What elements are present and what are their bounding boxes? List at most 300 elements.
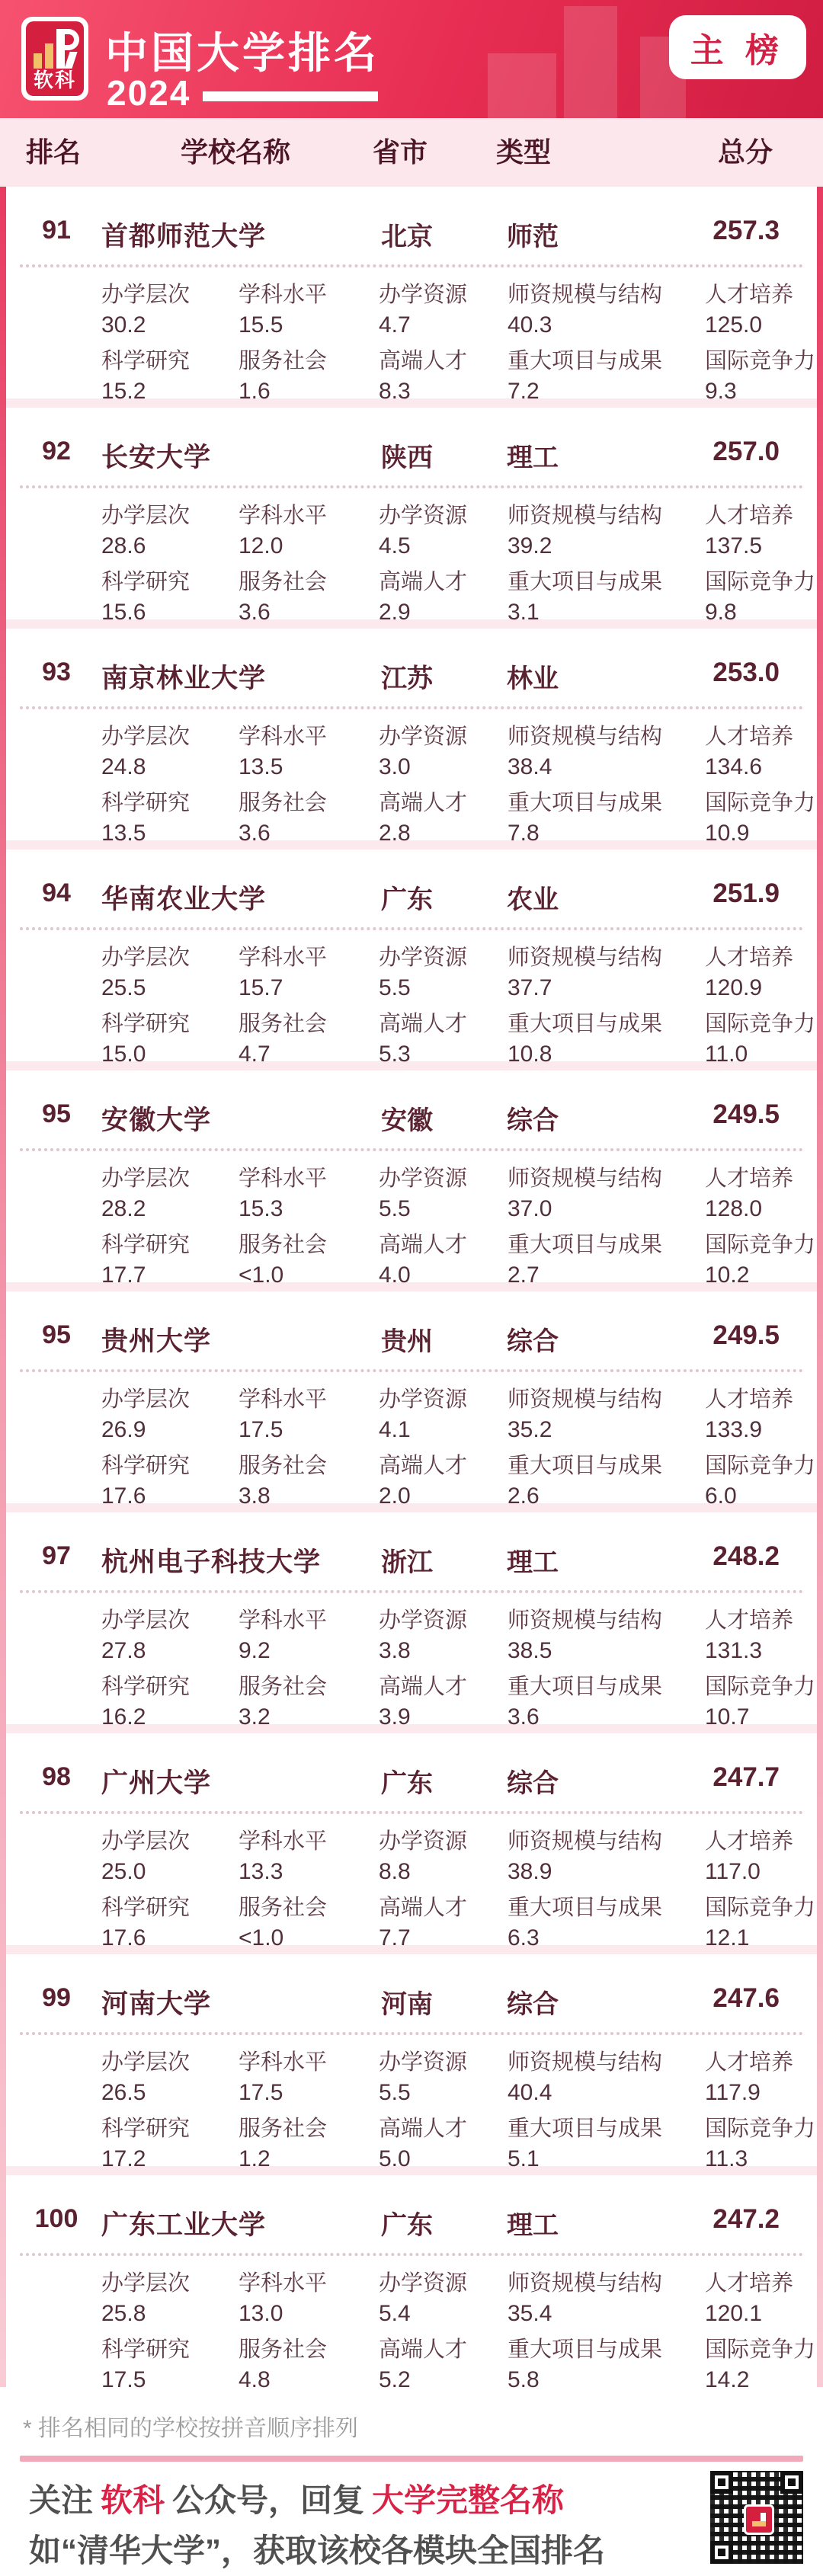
metric-value: 5.5 [379, 2080, 411, 2105]
dotted-divider [20, 485, 803, 488]
metric-cell [379, 723, 508, 780]
banner-line1 [29, 2475, 572, 2521]
metric-label: 科学研究 [101, 1233, 191, 1257]
school-name: 广州大学 [101, 1768, 212, 1798]
metric-cell [239, 2115, 379, 2172]
metric-value: 15.7 [239, 975, 283, 1000]
dotted-divider [20, 264, 803, 267]
metric-cell [379, 1010, 508, 1067]
metric-label: 人才培养 [705, 504, 794, 528]
metric-label: 办学资源 [379, 283, 468, 307]
metric-value: 26.5 [101, 2080, 146, 2105]
metric-label: 学科水平 [239, 2271, 328, 2296]
metric-label: 服务社会 [239, 1233, 328, 1257]
metric-value: 120.1 [705, 2301, 763, 2326]
metric-cell [508, 2049, 705, 2106]
metric-value: 6.0 [705, 1483, 737, 1509]
metric-label: 学科水平 [239, 2050, 328, 2075]
metric-value: 15.0 [101, 1042, 146, 1067]
metric-value: 2.6 [508, 1483, 540, 1509]
metric-label: 重大项目与成果 [508, 2117, 663, 2141]
metric-cell [239, 2049, 379, 2106]
metric-value: 11.3 [705, 2146, 748, 2171]
metric-cell [705, 723, 815, 780]
metric-label: 师资规模与结构 [508, 1387, 663, 1412]
metric-cell [101, 2270, 239, 2327]
metric-cell [239, 502, 379, 559]
metric-cell [379, 1231, 508, 1288]
province-value: 广东 [381, 885, 433, 914]
metric-cell [379, 944, 508, 1001]
metric-label: 办学层次 [101, 1387, 191, 1412]
metric-label: 科学研究 [101, 1454, 191, 1478]
metric-value: 9.3 [705, 379, 737, 404]
metric-cell [508, 1607, 705, 1664]
metric-value: 5.5 [379, 1196, 411, 1221]
table-row [6, 1070, 817, 1288]
metric-cell [379, 2049, 508, 2106]
metric-label: 学科水平 [239, 1608, 328, 1633]
metric-cell [101, 1607, 239, 1664]
school-name: 贵州大学 [101, 1326, 212, 1356]
qr-finder-icon [780, 2471, 803, 2494]
rank-value: 93 [42, 658, 71, 686]
metric-label: 高端人才 [379, 791, 468, 815]
metric-cell [705, 1607, 815, 1664]
metric-label: 高端人才 [379, 1675, 468, 1699]
type-value: 师范 [507, 222, 559, 251]
metric-label: 服务社会 [239, 791, 328, 815]
metric-label: 科学研究 [101, 1675, 191, 1699]
metric-value: 3.9 [379, 1704, 411, 1730]
metric-label: 师资规模与结构 [508, 504, 663, 528]
metric-value: 15.3 [239, 1196, 283, 1221]
metric-label: 服务社会 [239, 570, 328, 594]
metric-cell [379, 347, 508, 405]
metric-label: 学科水平 [239, 504, 328, 528]
metric-label: 办学层次 [101, 1829, 191, 1854]
metric-cell [101, 1828, 239, 1885]
metric-cell [239, 1452, 379, 1509]
rank-value: 95 [42, 1099, 71, 1128]
metric-label: 科学研究 [101, 349, 191, 373]
metric-value: 4.7 [239, 1042, 271, 1067]
metric-label: 人才培养 [705, 1608, 794, 1633]
metric-cell [101, 1010, 239, 1067]
metric-cell [101, 502, 239, 559]
metric-label: 办学资源 [379, 1829, 468, 1854]
footnote-row [0, 2396, 823, 2456]
metric-label: 国际竞争力 [705, 1675, 816, 1699]
metric-label: 重大项目与成果 [508, 1675, 663, 1699]
metric-cell [379, 1452, 508, 1509]
metric-value: 12.1 [705, 1925, 750, 1950]
metric-value: 4.5 [379, 533, 411, 558]
metric-label: 办学资源 [379, 504, 468, 528]
banner-line2: 如“清华大学”，获取该校各模块全国排名 [29, 2533, 606, 2568]
metric-label: 高端人才 [379, 2117, 468, 2141]
metric-label: 师资规模与结构 [508, 283, 663, 307]
rank-value: 97 [42, 1541, 71, 1570]
metric-value: 4.7 [379, 312, 411, 338]
school-name: 华南农业大学 [101, 885, 267, 914]
metric-cell [508, 1165, 705, 1222]
metric-cell [101, 2115, 239, 2172]
metric-cell [101, 568, 239, 626]
metric-value: 11.0 [705, 1042, 748, 1067]
province-value: 广东 [381, 1769, 433, 1798]
metric-value: 25.0 [101, 1859, 146, 1884]
metric-value: 3.6 [239, 821, 271, 846]
qr-finder-icon [710, 2471, 733, 2494]
metric-label: 高端人才 [379, 349, 468, 373]
metric-grid [101, 1386, 816, 1509]
metric-label: 服务社会 [239, 1675, 328, 1699]
metric-grid [101, 944, 816, 1067]
metric-value: 25.8 [101, 2301, 146, 2326]
metric-label: 国际竞争力 [705, 349, 816, 373]
province-value: 安徽 [381, 1106, 433, 1135]
metric-label: 服务社会 [239, 1896, 328, 1920]
qr-code [710, 2471, 803, 2564]
metric-label: 高端人才 [379, 1012, 468, 1036]
metric-cell [239, 1673, 379, 1730]
metric-label: 服务社会 [239, 2117, 328, 2141]
type-value: 农业 [507, 885, 559, 914]
metric-label: 办学层次 [101, 2271, 191, 2296]
metric-cell [379, 1673, 508, 1730]
total-score: 253.0 [713, 658, 780, 687]
metric-value: 38.4 [508, 754, 552, 779]
metric-cell [705, 1673, 815, 1730]
metric-cell [508, 1894, 705, 1951]
metric-value: 1.6 [239, 379, 271, 404]
metric-value: 37.7 [508, 975, 552, 1000]
metric-cell [705, 568, 815, 626]
metric-value: 30.2 [101, 312, 146, 338]
metric-label: 师资规模与结构 [508, 2271, 663, 2296]
metric-cell [239, 1231, 379, 1288]
metric-label: 学科水平 [239, 1387, 328, 1412]
metric-label: 人才培养 [705, 1387, 794, 1412]
metric-value: 25.5 [101, 975, 146, 1000]
metric-value: 38.5 [508, 1638, 552, 1663]
metric-cell [239, 1165, 379, 1222]
metric-cell [705, 1828, 815, 1885]
metric-cell [239, 1894, 379, 1951]
metric-label: 办学层次 [101, 1608, 191, 1633]
metric-label: 师资规模与结构 [508, 946, 663, 970]
school-name: 河南大学 [101, 1989, 212, 2019]
metric-label: 重大项目与成果 [508, 349, 663, 373]
metric-label: 国际竞争力 [705, 1896, 816, 1920]
metric-value: 120.9 [705, 975, 763, 1000]
metric-cell [508, 2336, 705, 2393]
ranking-list [0, 187, 823, 2392]
table-header [0, 118, 823, 187]
school-name: 安徽大学 [101, 1106, 212, 1135]
metric-label: 服务社会 [239, 2338, 328, 2362]
metric-cell [508, 1231, 705, 1288]
metric-label: 国际竞争力 [705, 2117, 816, 2141]
metric-label: 国际竞争力 [705, 1454, 816, 1478]
metric-label: 国际竞争力 [705, 791, 816, 815]
province-value: 广东 [381, 2211, 433, 2240]
metric-grid [101, 1165, 816, 1288]
metric-value: 35.2 [508, 1417, 552, 1442]
metric-label: 重大项目与成果 [508, 791, 663, 815]
metric-value: 17.2 [101, 2146, 146, 2171]
metric-cell [705, 1010, 815, 1067]
metric-label: 办学资源 [379, 2271, 468, 2296]
total-score: 257.3 [713, 216, 780, 245]
metric-value: 28.2 [101, 1196, 146, 1221]
metric-label: 办学资源 [379, 946, 468, 970]
metric-cell [508, 502, 705, 559]
dotted-divider [20, 1590, 803, 1593]
metric-grid [101, 502, 816, 626]
metric-cell [508, 281, 705, 338]
metric-value: 28.6 [101, 533, 146, 558]
metric-cell [101, 347, 239, 405]
metric-label: 人才培养 [705, 946, 794, 970]
metric-label: 高端人才 [379, 1896, 468, 1920]
metric-cell [508, 1010, 705, 1067]
year-label: 2024 [107, 73, 191, 113]
metric-value: 117.0 [705, 1859, 761, 1884]
banner-part1: 关注 [29, 2482, 94, 2518]
page-title: 中国大学排名 [105, 29, 379, 77]
metric-label: 办学层次 [101, 1166, 191, 1191]
type-value: 综合 [507, 1769, 559, 1798]
metric-label: 学科水平 [239, 1829, 328, 1854]
metric-value: 15.2 [101, 379, 146, 404]
metric-cell [508, 1828, 705, 1885]
metric-value: 17.5 [101, 2367, 146, 2392]
metric-value: 3.8 [239, 1483, 271, 1509]
metric-value: 17.5 [239, 2080, 283, 2105]
school-name: 首都师范大学 [101, 222, 267, 251]
metric-value: 5.8 [508, 2367, 540, 2392]
metric-value: 2.9 [379, 600, 411, 625]
metric-value: 13.3 [239, 1859, 283, 1884]
metric-label: 高端人才 [379, 2338, 468, 2362]
metric-value: 17.6 [101, 1483, 146, 1509]
rank-value: 91 [42, 216, 71, 245]
table-row [6, 2175, 817, 2392]
metric-value: 13.0 [239, 2301, 283, 2326]
metric-cell [705, 502, 815, 559]
metric-cell [379, 1607, 508, 1664]
metric-value: 17.6 [101, 1925, 146, 1950]
province-value: 北京 [381, 222, 433, 251]
metric-label: 人才培养 [705, 283, 794, 307]
metric-label: 重大项目与成果 [508, 1454, 663, 1478]
total-score: 251.9 [713, 878, 780, 908]
metric-cell [705, 2270, 815, 2327]
dotted-divider [20, 1811, 803, 1814]
metric-cell [101, 1386, 239, 1443]
metric-value: 8.8 [379, 1859, 411, 1884]
metric-label: 人才培养 [705, 1166, 794, 1191]
metric-value: 3.0 [379, 754, 411, 779]
metric-value: 4.0 [379, 1262, 411, 1288]
metric-value: 12.0 [239, 533, 283, 558]
metric-grid [101, 281, 816, 405]
metric-value: 3.1 [508, 600, 540, 625]
column-header-province: 省市 [373, 136, 428, 168]
metric-cell [101, 789, 239, 846]
metric-value: 35.4 [508, 2301, 552, 2326]
metric-cell [705, 1894, 815, 1951]
metric-label: 师资规模与结构 [508, 2050, 663, 2075]
metric-cell [101, 1673, 239, 1730]
metric-label: 师资规模与结构 [508, 1166, 663, 1191]
metric-cell [379, 1828, 508, 1885]
metric-value: 5.4 [379, 2301, 411, 2326]
metric-label: 师资规模与结构 [508, 725, 663, 749]
metric-cell [705, 1165, 815, 1222]
metric-cell [705, 2336, 815, 2393]
metric-value: 131.3 [705, 1638, 763, 1663]
metric-grid [101, 2049, 816, 2172]
total-score: 248.2 [713, 1541, 780, 1571]
metric-cell [239, 2336, 379, 2393]
metric-cell [508, 789, 705, 846]
metric-value: 133.9 [705, 1417, 763, 1442]
metric-value: 17.5 [239, 1417, 283, 1442]
metric-label: 科学研究 [101, 1896, 191, 1920]
metric-cell [239, 1010, 379, 1067]
ruanke-logo-mark [26, 21, 84, 96]
metric-value: 7.8 [508, 821, 540, 846]
school-name: 长安大学 [101, 443, 212, 472]
metric-cell [705, 2115, 815, 2172]
metric-value: 125.0 [705, 312, 763, 338]
dotted-divider [20, 927, 803, 930]
banner-highlight: 大学完整名称 [372, 2482, 565, 2518]
metric-cell [508, 1386, 705, 1443]
metric-cell [239, 347, 379, 405]
type-value: 综合 [507, 1990, 559, 2019]
metric-label: 学科水平 [239, 946, 328, 970]
metric-value: 2.0 [379, 1483, 411, 1509]
metric-cell [508, 723, 705, 780]
qr-center-logo-icon [744, 2504, 774, 2535]
header [0, 0, 823, 118]
metric-label: 办学资源 [379, 1387, 468, 1412]
metric-cell [101, 1165, 239, 1222]
province-value: 贵州 [381, 1327, 433, 1356]
metric-label: 办学资源 [379, 725, 468, 749]
metric-value: 9.2 [239, 1638, 271, 1663]
metric-value: 8.3 [379, 379, 411, 404]
metric-value: 26.9 [101, 1417, 146, 1442]
metric-value: 17.7 [101, 1262, 146, 1288]
metric-label: 办学层次 [101, 504, 191, 528]
metric-label: 科学研究 [101, 791, 191, 815]
metric-value: 10.2 [705, 1262, 750, 1288]
metric-label: 师资规模与结构 [508, 1608, 663, 1633]
metric-cell [101, 944, 239, 1001]
main-list-badge: 主 榜 [669, 15, 806, 79]
title-underline-bar [203, 91, 378, 101]
metric-cell [239, 2270, 379, 2327]
metric-value: 5.5 [379, 975, 411, 1000]
table-row [6, 1954, 817, 2171]
column-header-school: 学校名称 [181, 136, 291, 168]
bar-chart-icon [34, 29, 79, 69]
logo-text: 软科 [33, 69, 76, 91]
metric-cell [379, 568, 508, 626]
metric-label: 学科水平 [239, 725, 328, 749]
metric-value: 10.8 [508, 1042, 552, 1067]
type-value: 理工 [507, 2211, 559, 2240]
province-value: 江苏 [381, 664, 433, 693]
metric-cell [239, 789, 379, 846]
metric-label: 办学资源 [379, 1608, 468, 1633]
metric-cell [101, 2049, 239, 2106]
metric-value: <1.0 [239, 1925, 284, 1950]
metric-value: 15.6 [101, 600, 146, 625]
banner-brand: 软科 [101, 2482, 165, 2518]
metric-cell [508, 1673, 705, 1730]
metric-label: 国际竞争力 [705, 1233, 816, 1257]
footnote-text: * 排名相同的学校按拼音顺序排列 [23, 2416, 359, 2441]
metric-label: 办学资源 [379, 1166, 468, 1191]
metric-label: 学科水平 [239, 283, 328, 307]
column-header-type: 类型 [496, 136, 552, 168]
metric-value: 5.0 [379, 2146, 411, 2171]
metric-label: 服务社会 [239, 1454, 328, 1478]
metric-value: 137.5 [705, 533, 763, 558]
metric-value: 24.8 [101, 754, 146, 779]
metric-label: 服务社会 [239, 349, 328, 373]
rank-value: 94 [42, 878, 71, 907]
metric-cell [705, 347, 815, 405]
metric-value: 5.2 [379, 2367, 411, 2392]
metric-cell [379, 2270, 508, 2327]
rank-value: 95 [42, 1320, 71, 1349]
rank-value: 100 [34, 2204, 78, 2233]
metric-value: 13.5 [101, 821, 146, 846]
qr-finder-icon [710, 2541, 733, 2564]
metric-cell [379, 502, 508, 559]
metric-cell [705, 944, 815, 1001]
metric-cell [379, 1386, 508, 1443]
dotted-divider [20, 1148, 803, 1151]
metric-cell [705, 281, 815, 338]
table-row [6, 629, 817, 846]
province-value: 河南 [381, 1990, 433, 2019]
metric-label: 人才培养 [705, 1829, 794, 1854]
metric-cell [239, 1607, 379, 1664]
metric-value: 134.6 [705, 754, 763, 779]
metric-cell [705, 1231, 815, 1288]
pink-divider [20, 2456, 803, 2462]
column-header-rank: 排名 [25, 136, 81, 168]
metric-cell [705, 2049, 815, 2106]
metric-value: 10.9 [705, 821, 750, 846]
metric-value: 13.5 [239, 754, 283, 779]
total-score: 247.7 [713, 1762, 780, 1792]
province-value: 浙江 [381, 1548, 433, 1577]
banner-part2: 公众号，回复 [172, 2482, 365, 2518]
table-row [6, 1291, 817, 1509]
metric-value: 4.8 [239, 2367, 271, 2392]
metric-value: 2.8 [379, 821, 411, 846]
metric-label: 国际竞争力 [705, 1012, 816, 1036]
